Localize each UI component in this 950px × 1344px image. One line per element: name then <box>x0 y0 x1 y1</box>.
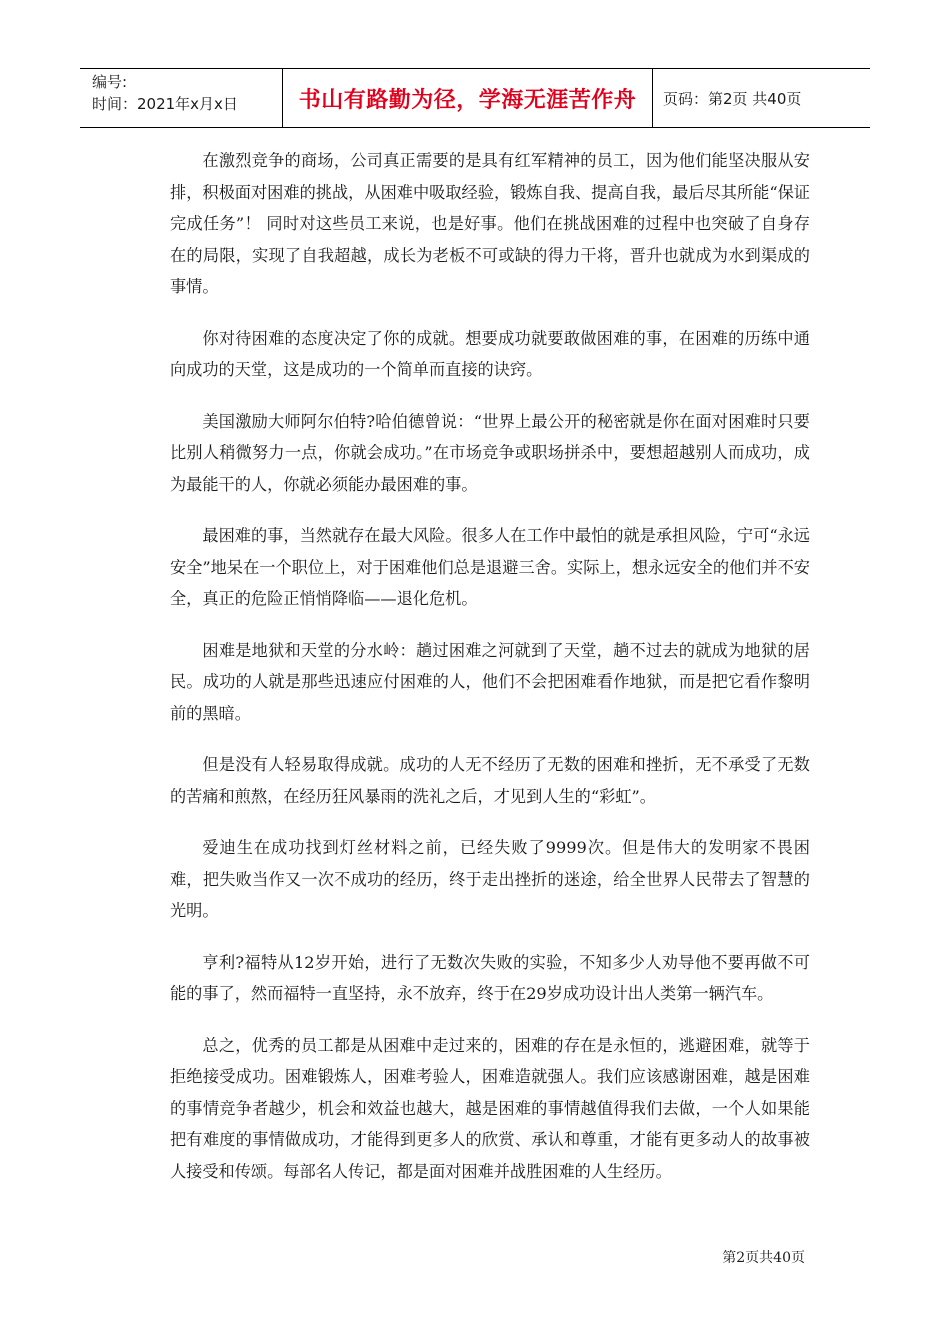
paragraph: 亨利?福特从12岁开始，进行了无数次失败的实验，不知多少人劝导他不要再做不可能的事了，然而福特一直坚持，永不放弃，终于在29岁成功设计出人类第一辆汽车。 <box>170 952 810 1003</box>
page-footer: 第2页共40页 <box>722 1250 805 1266</box>
header-page-info: 页码：第2页 共40页 <box>663 89 802 108</box>
header-meta <box>80 69 283 127</box>
paragraph: 爱迪生在成功找到灯丝材料之前，已经失败了9999次。但是伟大的发明家不畏困难，把失败当作又一次不成功的经历，终于走出挫折的迷途，给全世界人民带去了智慧的光明。 <box>170 838 810 920</box>
paragraph: 你对待困难的态度决定了你的成就。想要成功就要敢做困难的事，在困难的历练中通向成功的天堂，这是成功的一个简单而直接的诀窍。 <box>170 328 810 379</box>
paragraph: 美国激励大师阿尔伯特?哈伯德曾说：“世界上最公开的秘密就是你在面对困难时只要比别人稍微努力一点，你就会成功。”在市场竞争或职场拼杀中，要想超越别人而成功，成为最能干的人，你就必须能办最困难的事。 <box>170 411 810 494</box>
paragraph: 困难是地狱和天堂的分水岭：趟过困难之河就到了天堂，趟不过去的就成为地狱的居民。成功的人就是那些迅速应付困难的人，他们不会把困难看作地狱，而是把它看作黎明前的黑暗。 <box>170 640 810 723</box>
paragraph: 总之，优秀的员工都是从困难中走过来的，困难的存在是永恒的，逃避困难，就等于拒绝接受成功。困难锻炼人，困难考验人，困难造就强人。我们应该感谢困难，越是困难的事情竞争者越少，机会和效益也越大，越是困难的事情越值得我们去做，一个人如果能把有难度的事情做成功，才能得到更多人的欣赏、承认和尊重，才能有更多动人的故事被人接受和传颂。每部名人传记，都是面对困难并战胜困难的人生经历。 <box>170 1035 810 1181</box>
page-header <box>80 68 870 128</box>
paragraph: 但是没有人轻易取得成就。成功的人无不经历了无数的困难和挫折，无不承受了无数的苦痛和煎熬，在经历狂风暴雨的洗礼之后，才见到人生的“彩虹”。 <box>170 755 810 806</box>
document-date: 时间：2021年x月x日 <box>92 95 238 113</box>
paragraph: 在激烈竞争的商场，公司真正需要的是具有红军精神的员工，因为他们能坚决服从安排，积极面对困难的挑战，从困难中吸取经验，锻炼自我、提高自我，最后尽其所能“保证完成任务”！ 同时对这些员工来说，也是好事。他们在挑战困难的过程中也突破了自身存在的局限，实现了自我超越，成长为老板不可或缺的得力干将，晋升也就成为水到渠成的事情。 <box>170 151 810 296</box>
document-number-label: 编号: <box>92 73 128 91</box>
document-body <box>170 145 810 1207</box>
header-motto: 书山有路勤为径，学海无涯苦作舟 <box>283 69 653 127</box>
paragraph: 最困难的事，当然就存在最大风险。很多人在工作中最怕的就是承担风险，宁可“永远安全”地呆在一个职位上，对于困难他们总是退避三舍。实际上，想永远安全的他们并不安全，真正的危险正悄悄降临——退化危机。 <box>170 526 810 608</box>
